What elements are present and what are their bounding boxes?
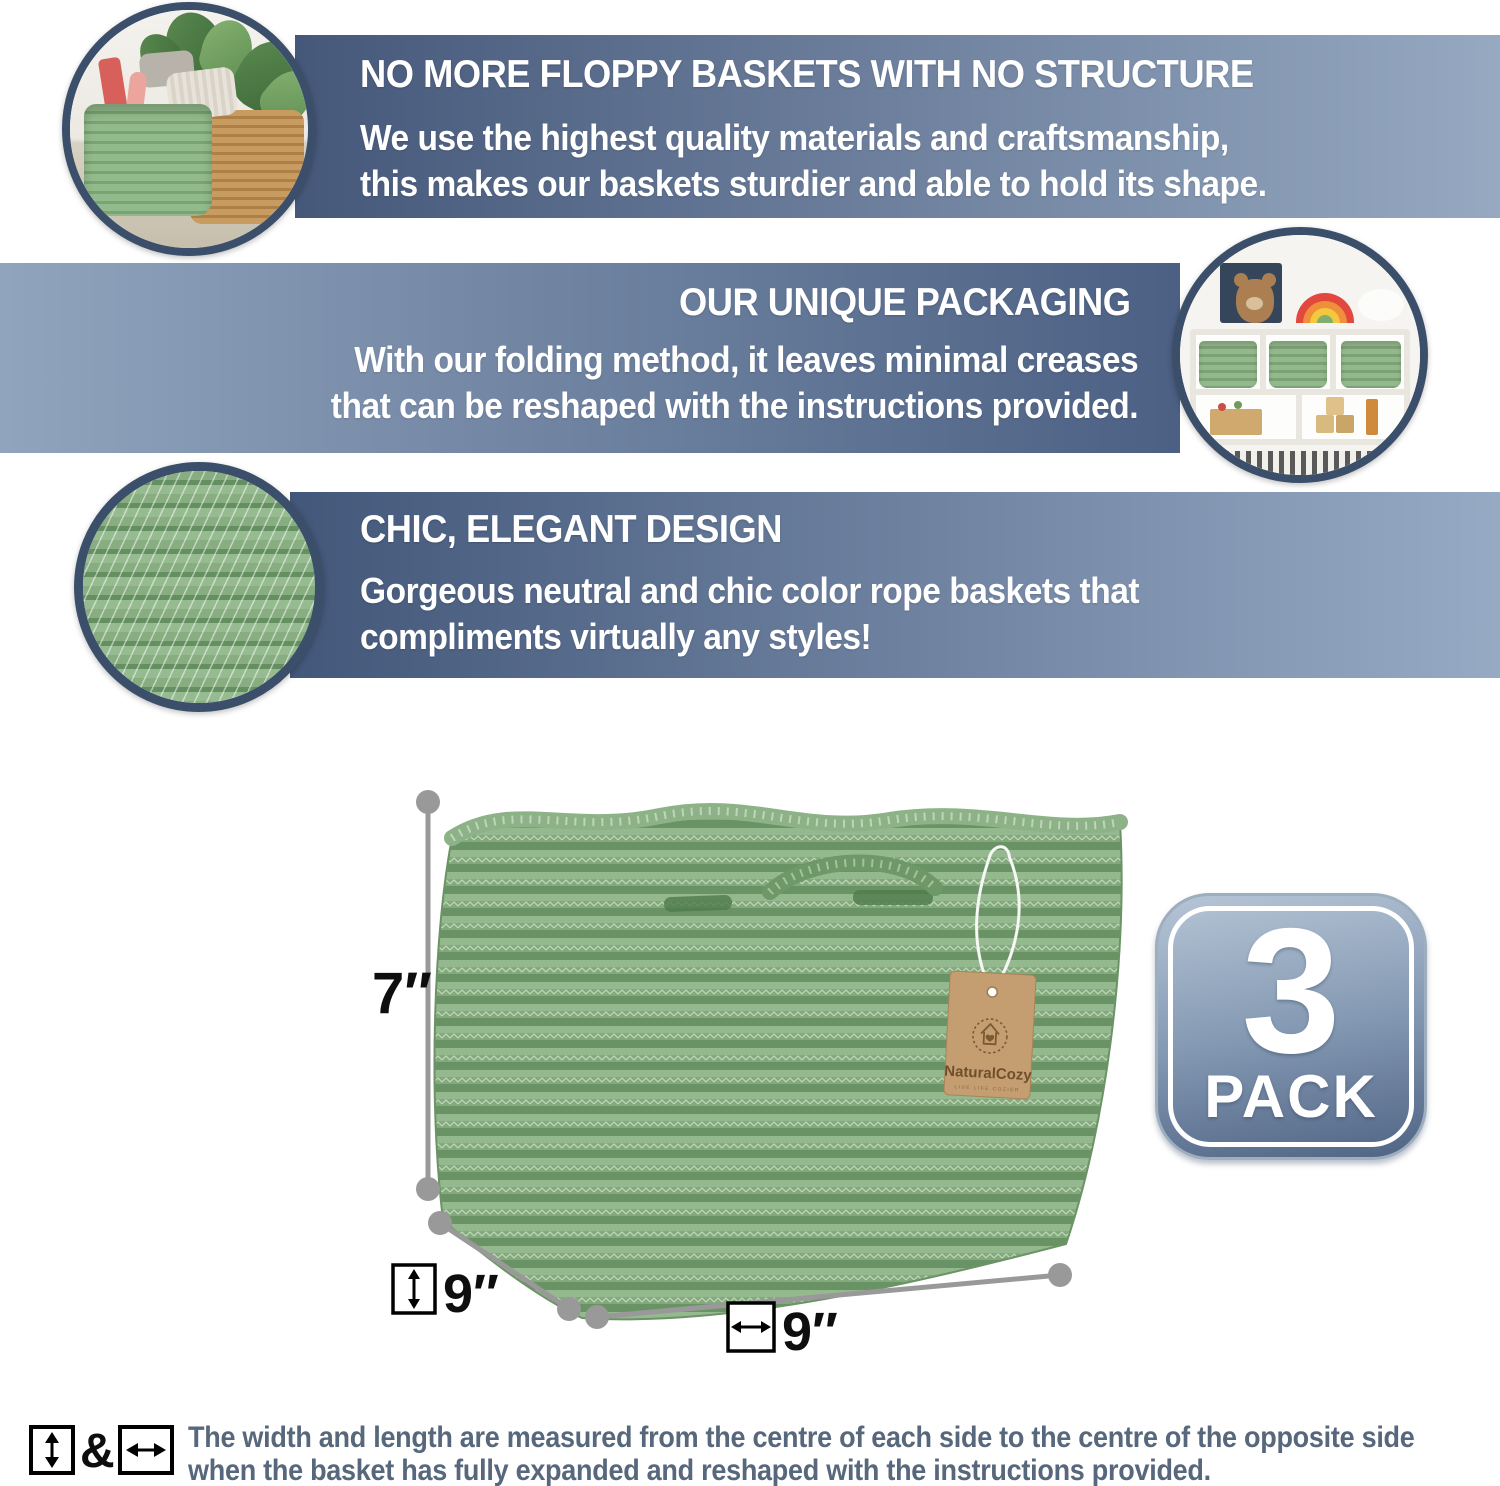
feature-body xyxy=(360,568,1139,660)
photo-toy-detail xyxy=(1218,403,1226,411)
photo-green-basket xyxy=(1341,341,1401,388)
feature-photo-basket-with-towels xyxy=(62,2,316,256)
feature-banner-design xyxy=(290,492,1500,678)
feature-banner-structure xyxy=(295,35,1500,218)
feature-body-line: With our folding method, it leaves minimal creases xyxy=(354,339,1139,380)
feature-body-line: compliments virtually any styles! xyxy=(360,616,872,657)
feature-title: CHIC, ELEGANT DESIGN xyxy=(360,508,782,551)
measurement-note-line: when the basket has fully expanded and reshaped with the instructions provided. xyxy=(188,1454,1211,1486)
pack-count-label: PACK xyxy=(1204,1063,1378,1131)
width-arrow-icon xyxy=(118,1425,174,1475)
photo-toy-block xyxy=(1336,415,1354,433)
photo-green-basket xyxy=(1199,341,1257,388)
feature-body-line: this makes our baskets sturdier and able to hold its shape. xyxy=(360,163,1267,204)
photo-toy-block xyxy=(1316,415,1334,433)
feature-title: NO MORE FLOPPY BASKETS WITH NO STRUCTURE xyxy=(360,53,1254,96)
feature-body-line: that can be reshaped with the instructions provided. xyxy=(330,385,1138,426)
tag-tagline: LIVE LIFE COZIER xyxy=(954,1084,1021,1094)
basket-handle-slot xyxy=(664,895,732,912)
photo-green-basket xyxy=(84,104,212,216)
photo-stacking-toy xyxy=(1366,399,1378,435)
photo-teddy-muzzle xyxy=(1246,297,1263,310)
pack-count-number: 3 xyxy=(1241,890,1341,1090)
pack-count-badge xyxy=(1155,890,1427,1160)
width-value-label: 9″ xyxy=(782,1302,838,1362)
ampersand: & xyxy=(80,1425,115,1478)
photo-rope-weave-texture xyxy=(83,471,315,703)
height-arrow-icon xyxy=(29,1425,75,1475)
product-dimension-diagram xyxy=(330,740,1210,1385)
feature-title: OUR UNIQUE PACKAGING xyxy=(678,281,1130,324)
feature-photo-shelf-with-baskets xyxy=(1172,227,1428,483)
width-arrow-icon xyxy=(728,1303,774,1351)
photo-green-basket xyxy=(1269,341,1327,388)
measurement-note-line: The width and length are measured from the centre of each side to the centre of the opposite side xyxy=(188,1421,1415,1454)
horizontal-arrow-glyph xyxy=(125,1437,167,1463)
photo-striped-rug xyxy=(1180,451,1420,475)
height-value-label: 7″ xyxy=(371,961,433,1026)
height-arrow-icon xyxy=(393,1265,435,1313)
vertical-arrow-glyph xyxy=(37,1431,67,1469)
feature-photo-weave-texture xyxy=(74,462,324,712)
feature-body-line: Gorgeous neutral and chic color rope baskets that xyxy=(360,570,1140,611)
feature-body-line: We use the highest quality materials and craftsmanship, xyxy=(360,117,1229,158)
photo-wooden-toy xyxy=(1210,409,1262,435)
photo-cube-shelf xyxy=(1190,329,1410,445)
measurement-note xyxy=(188,1421,1415,1486)
tag-brand-name: NaturalCozy xyxy=(943,1062,1033,1085)
tag-hole xyxy=(987,987,998,998)
depth-value-label: 9″ xyxy=(443,1264,499,1324)
feature-body xyxy=(331,337,1138,429)
photo-cloud-lamp xyxy=(1358,289,1404,321)
feature-banner-packaging xyxy=(0,263,1180,453)
photo-toy-block xyxy=(1326,397,1344,415)
photo-toy-detail xyxy=(1234,401,1242,409)
feature-body xyxy=(360,115,1267,207)
basket-handle-slot xyxy=(853,890,933,905)
